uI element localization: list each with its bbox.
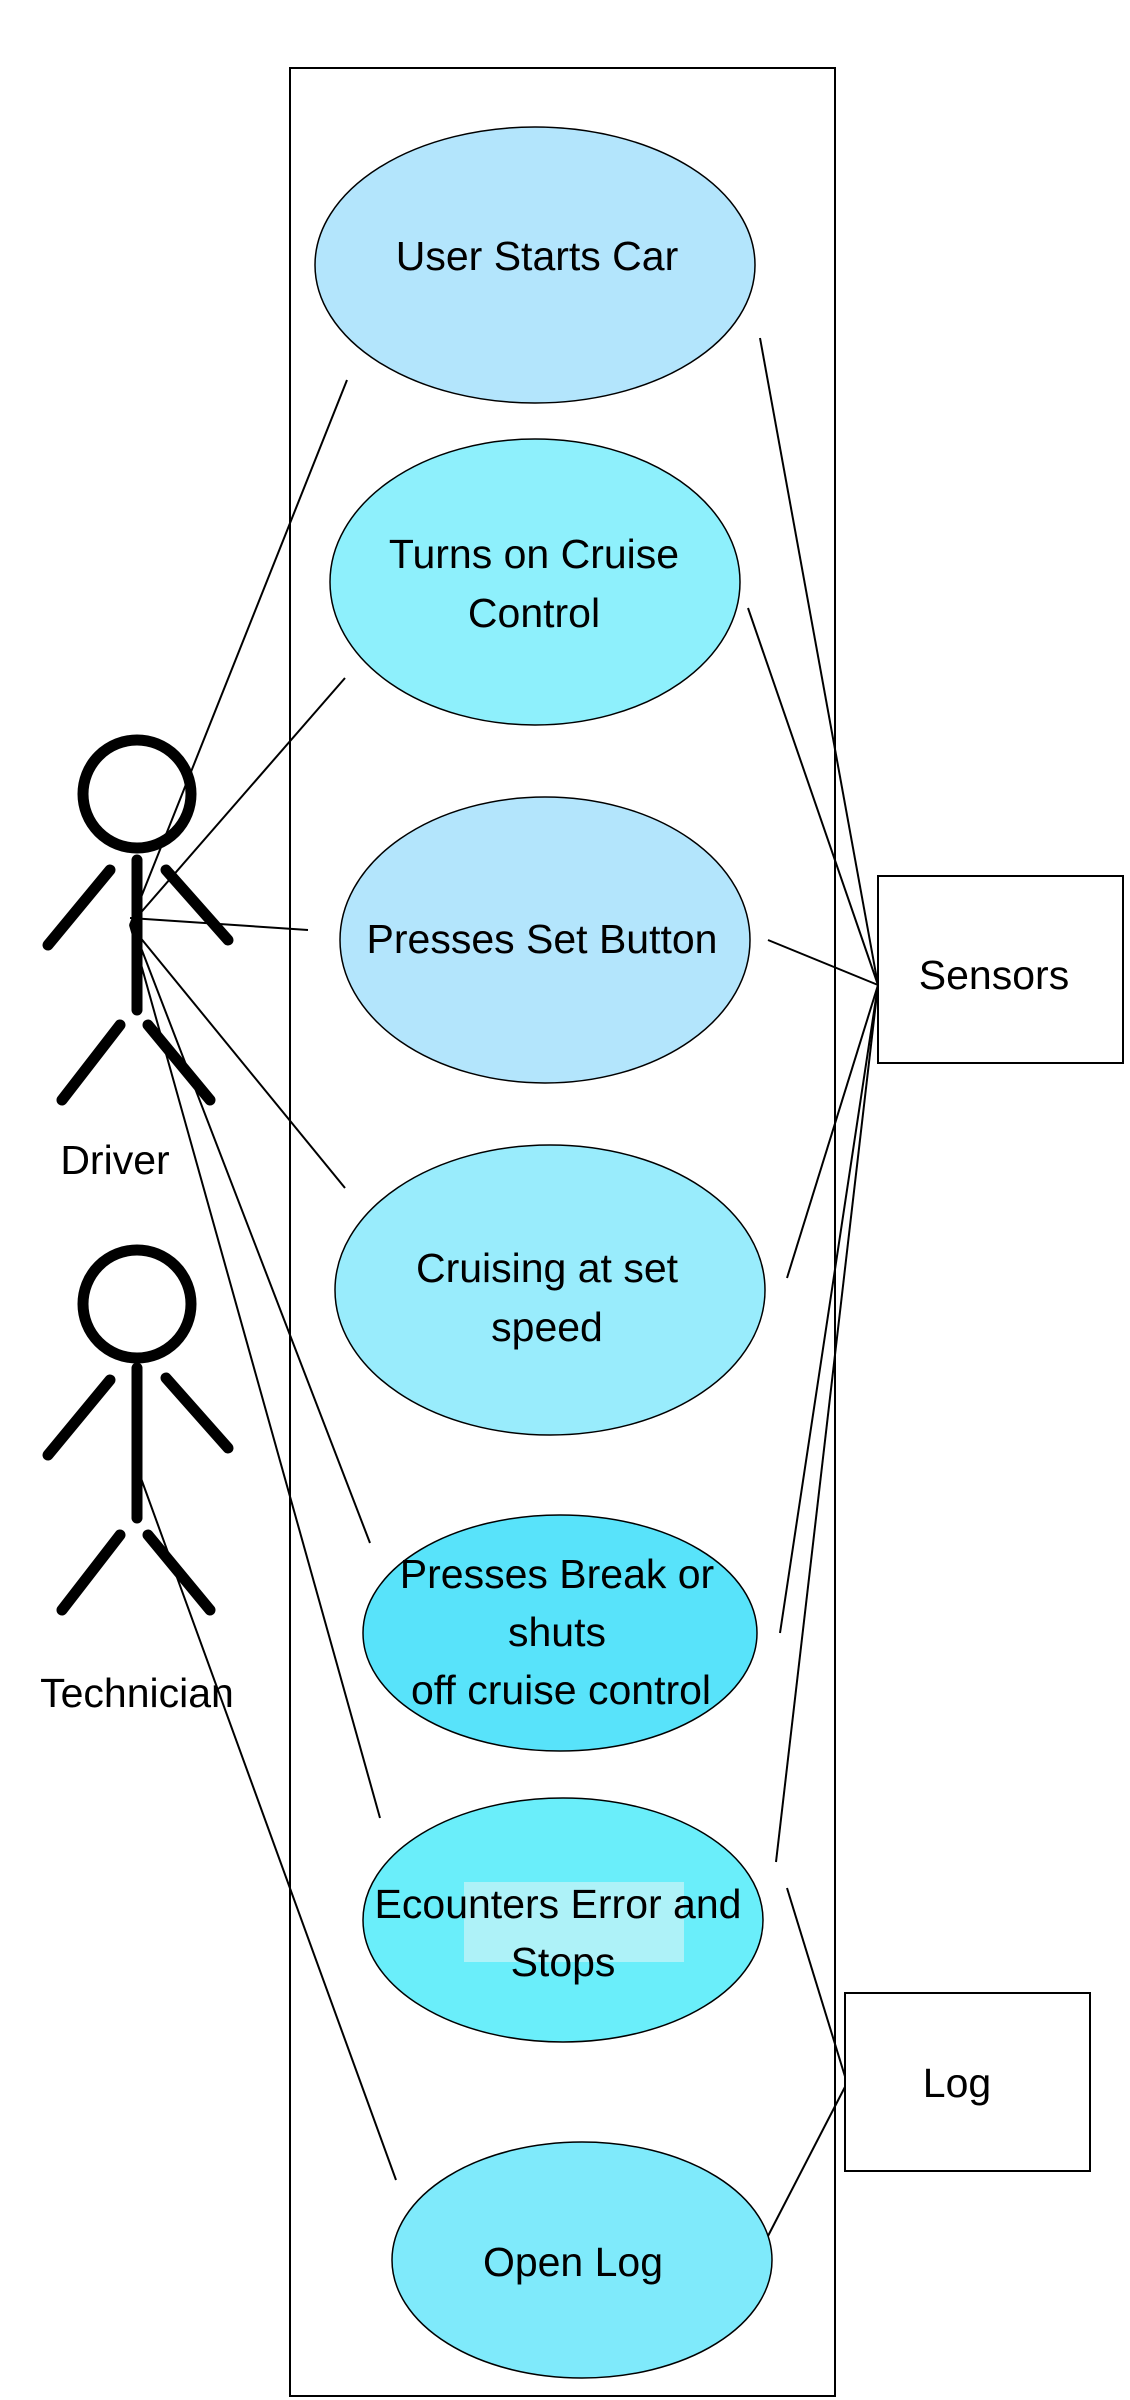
actor-leg [148,1025,210,1100]
actor-arm [48,870,110,945]
use-case-presses-set-button[interactable] [340,797,750,1083]
use-case-label: shuts [508,1609,606,1655]
assoc-driver-presses-break [138,940,370,1543]
assoc-user-starts-car-sensors [760,338,878,985]
use-case-label: speed [491,1304,603,1350]
assoc-presses-set-sensors [768,940,878,985]
actor-label: Technician [40,1670,234,1716]
actor-arm [166,870,228,940]
use-case-turns-on-cruise-control[interactable] [330,439,740,725]
assoc-cruising-sensors [787,985,878,1278]
entity-label: Sensors [918,952,1070,998]
entity-log[interactable] [845,1993,1090,2171]
use-case-label: Presses Break or [399,1551,715,1597]
actor-driver[interactable] [48,740,228,1183]
use-case-label: Turns on Cruise [388,531,680,577]
entity-label: Log [922,2060,992,2106]
actor-arm [166,1378,228,1448]
use-case-cruising-at-set-speed[interactable] [335,1145,765,1435]
use-case-label: Stops [510,1939,616,1985]
use-case-open-log[interactable] [392,2142,772,2378]
use-case-label: User Starts Car [395,233,679,279]
use-case-label: off cruise control [410,1667,712,1713]
use-case-ellipse [330,439,740,725]
use-case-label: Presses Set Button [366,916,718,962]
use-case-label: Ecounters Error and [374,1881,742,1927]
use-case-encounters-error[interactable] [363,1798,763,2042]
use-case-presses-break[interactable] [363,1515,757,1751]
actor-label: Driver [60,1137,170,1183]
actor-head [83,740,191,848]
actor-leg [148,1535,210,1610]
assoc-presses-break-sensors [780,985,878,1633]
assoc-encounters-error-sensors [776,985,878,1862]
sensor-associations [748,338,878,1862]
use-case-user-starts-car[interactable] [315,127,755,403]
assoc-encounters-error-log [787,1888,847,2083]
assoc-driver-turns-on-cruise [130,678,345,925]
use-case-label: Open Log [482,2239,664,2285]
use-case-label: Control [467,590,601,636]
assoc-turns-on-cruise-sensors [748,608,878,985]
actor-arm [48,1380,110,1455]
actor-leg [62,1535,120,1610]
actor-leg [62,1025,120,1100]
actor-technician[interactable] [40,1250,234,1716]
use-case-label: Cruising at set [415,1245,679,1291]
actor-head [83,1250,191,1358]
entity-sensors[interactable] [878,876,1123,1063]
